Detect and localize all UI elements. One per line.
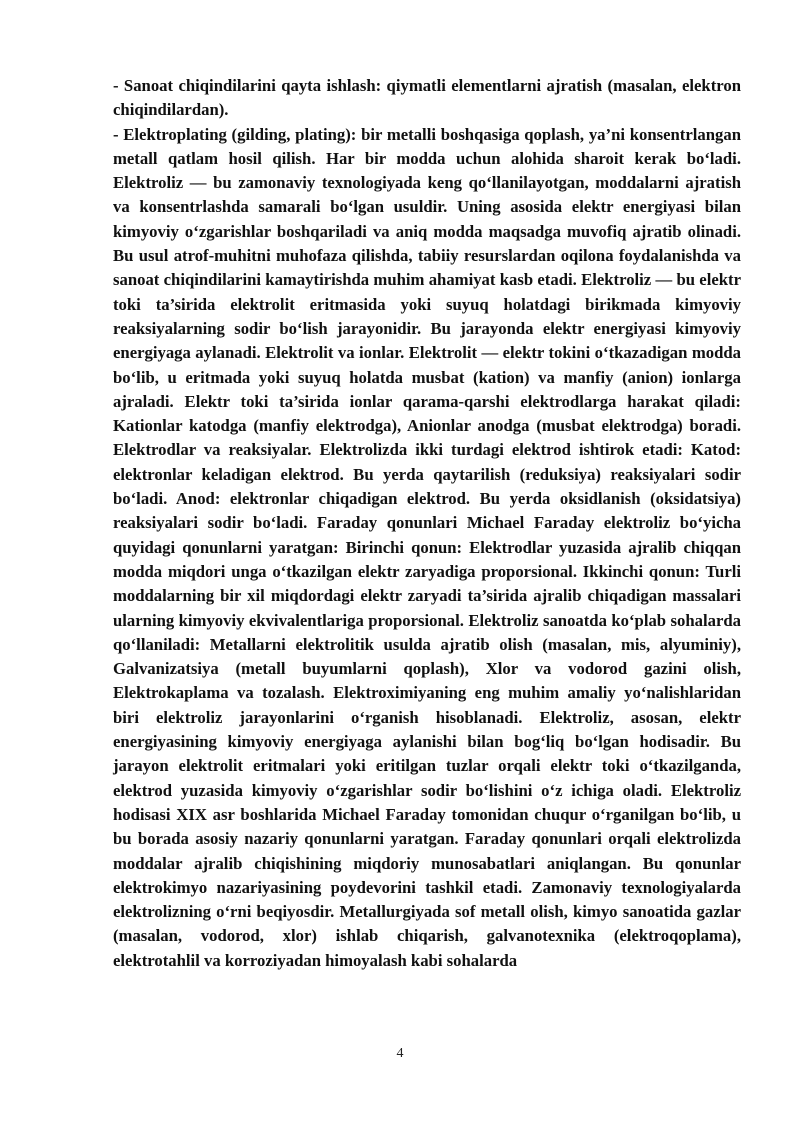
page-number: 4 [396, 1046, 404, 1061]
document-body [113, 74, 741, 973]
paragraph-industrial-waste: - Sanoat chiqindilarini qayta ishlash: qiymatli elementlarni ajratish (masalan, elektron chiqindilardan). [113, 76, 741, 120]
paragraph-electroplating-electrolysis: - Elektroplating (gilding, plating): bir metalli boshqasiga qoplash, ya’ni konsentrlangan metall qatlam hosil qilish. Har bir modda uchun alohida sharoit kerak bo‘ladi. Elektroliz — bu zamonaviy texnologiyada keng qo‘llanilayotgan, moddalarni ajratish va konsentrlashda samarali bo‘lgan usuldir. Uning asosida elektr energiyasi bilan kimyoviy o‘zgarishlar boshqariladi va aniq modda maqsadga muvofiq ajratib olinadi. Bu usul atrof-muhitni muhofaza qilishda, tabiiy resurslardan oqilona foydalanishda va sanoat chiqindilarini kamaytirishda muhim ahamiyat kasb etadi. Elektroliz — bu elektr toki ta’sirida elektrolit eritmasida yoki suyuq holatdagi birikmada kimyoviy reaksiyalarning sodir bo‘lish jarayonidir. Bu jarayonda elektr energiyasi kimyoviy energiyaga aylanadi. Elektrolit va ionlar. Elektrolit — elektr tokini o‘tkazadigan modda bo‘lib, u eritmada yoki suyuq holatda musbat (kation) va manfiy (anion) ionlarga ajraladi. Elektr toki ta’sirida ionlar qarama-qarshi elektrodlarga harakat qiladi: Kationlar katodga (manfiy elektrodga), Anionlar anodga (musbat elektrodga) boradi. Elektrodlar va reaksiyalar. Elektrolizda ikki turdagi elektrod ishtirok etadi: Katod: elektronlar keladigan elektrod. Bu yerda qaytarilish (reduksiya) reaksiyalari sodir bo‘ladi. Anod: elektronlar chiqadigan elektrod. Bu yerda oksidlanish (oksidatsiya) reaksiyalari sodir bo‘ladi. Faraday qonunlari Michael Faraday elektroliz bo‘yicha quyidagi qonunlarni yaratgan: Birinchi qonun: Elektrodlar yuzasida ajralib chiqqan modda miqdori unga o‘tkazilgan elektr zaryadiga proporsional. Ikkinchi qonun: Turli moddalarning bir xil miqdordagi elektr zaryadi ta’sirida ajralib chiqadigan massalari ularning kimyoviy ekvivalentlariga proporsional. Elektroliz sanoatda ko‘plab sohalarda qo‘llaniladi: Metallarni elektrolitik usulda ajratib olish (masalan, mis, alyuminiy), Galvanizatsiya (metall buyumlarni qoplash), Xlor va vodorod gazini olish, Elektrokaplama va tozalash. Elektroximiyaning eng muhim amaliy yo‘nalishlaridan biri elektroliz jarayonlarini o‘rganish hisoblanadi. Elektroliz, asosan, elektr energiyasining kimyoviy energiyaga aylanishi bilan bog‘liq bo‘lgan hodisadir. Bu jarayon elektrolit eritmalari yoki eritilgan tuzlar orqali elektr toki o‘tkazilganda, elektrod yuzasida kimyoviy o‘zgarishlar sodir bo‘lishini o‘z ichiga oladi. Elektroliz hodisasi XIX asr boshlarida Michael Faraday tomonidan chuqur o‘rganilgan bo‘lib, u bu borada asosiy nazariy qonunlarni yaratgan. Faraday qonunlari orqali elektrolizda moddalar ajralib chiqishining miqdoriy munosabatlari aniqlangan. Bu qonunlar elektrokimyo nazariyasining poydevorini tashkil etadi. Zamonaviy texnologiyalarda elektrolizning o‘rni beqiyosdir. Metallurgiyada sof metall olish, kimyo sanoatida gazlar (masalan, vodorod, xlor) ishlab chiqarish, galvanotexnika (elektroqoplama), elektrotahlil va korroziyadan himoyalash kabi sohalarda [113, 124, 741, 970]
